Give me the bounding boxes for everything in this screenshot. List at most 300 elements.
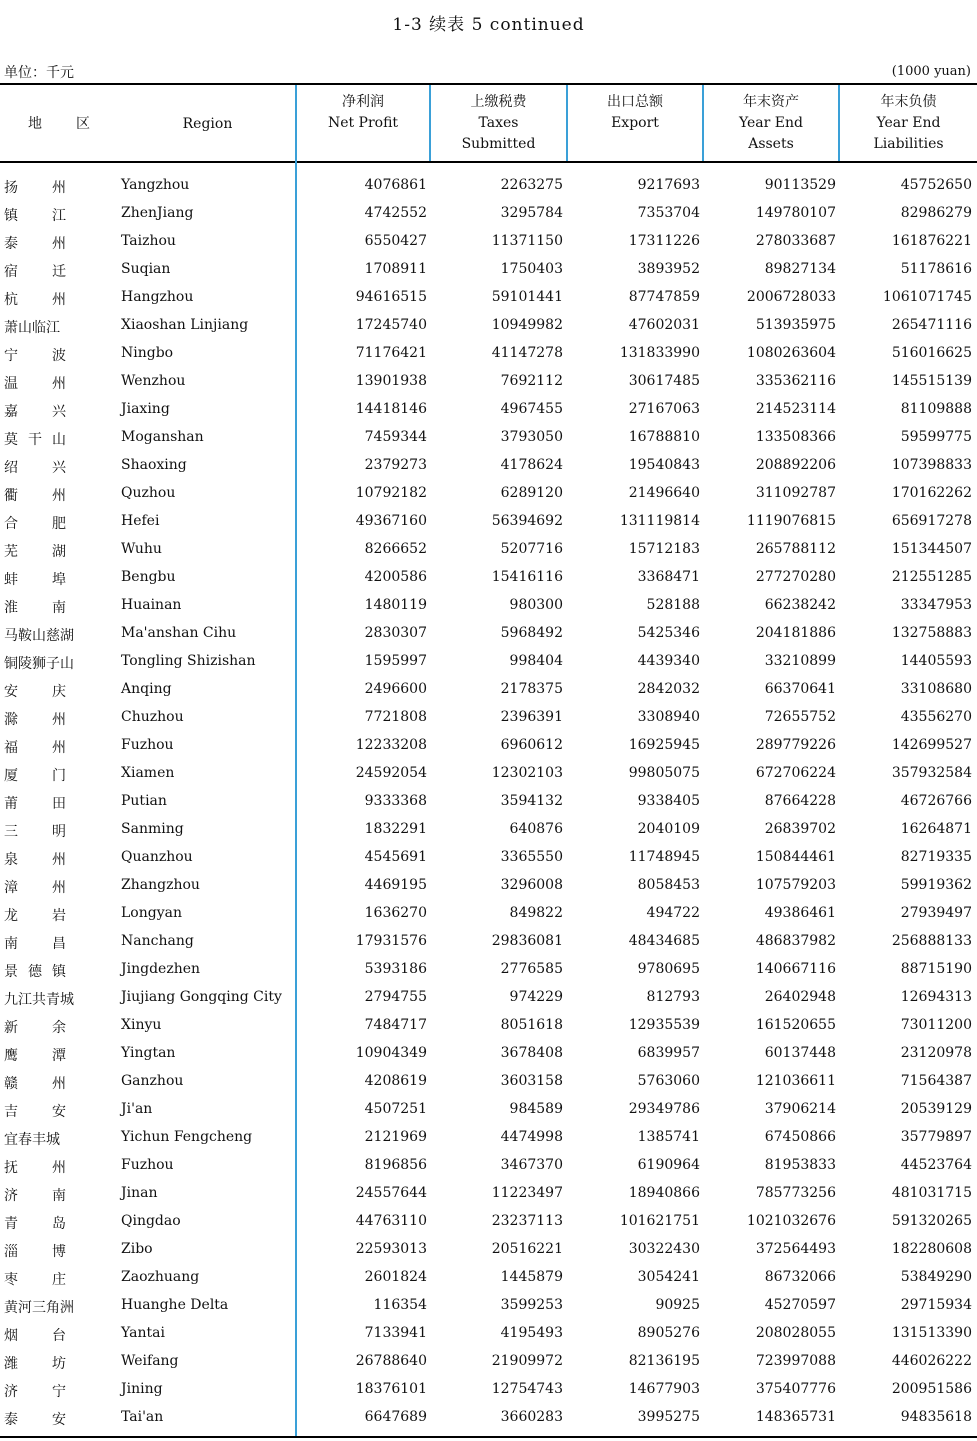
- liabilities-cell: 107398833: [891, 457, 972, 473]
- table-row: [0, 229, 977, 257]
- assets-cell: 66238242: [764, 597, 836, 613]
- liabilities-cell: 23120978: [900, 1045, 972, 1061]
- table-row: [0, 1405, 977, 1433]
- net-profit-cell: 22593013: [355, 1241, 427, 1257]
- region-name-cn: 滁州: [4, 712, 100, 728]
- export-cell: 15712183: [628, 541, 700, 557]
- liabilities-cell: 182280608: [891, 1241, 972, 1257]
- assets-cell: 60137448: [764, 1045, 836, 1061]
- taxes-cell: 4474998: [500, 1129, 563, 1145]
- liabilities-cell: 145515139: [891, 373, 972, 389]
- net-profit-cell: 1595997: [364, 653, 427, 669]
- net-profit-cell: 2496600: [364, 681, 427, 697]
- table-row: [0, 593, 977, 621]
- assets-cell: 90113529: [764, 177, 836, 193]
- net-profit-cell: 49367160: [355, 513, 427, 529]
- taxes-cell: 23237113: [491, 1213, 563, 1229]
- taxes-cell: 849822: [509, 905, 563, 921]
- net-profit-cell: 1636270: [364, 905, 427, 921]
- taxes-cell: 1445879: [500, 1269, 563, 1285]
- net-profit-cell: 6647689: [364, 1409, 427, 1425]
- taxes-cell: 4195493: [500, 1325, 563, 1341]
- liabilities-cell: 33347953: [900, 597, 972, 613]
- liabilities-cell: 51178616: [900, 261, 972, 277]
- region-name-cn: 宜春丰城: [4, 1132, 60, 1148]
- header-en: Net Profit: [327, 115, 399, 131]
- table-row: [0, 817, 977, 845]
- taxes-cell: 2776585: [500, 961, 563, 977]
- export-cell: 3368471: [637, 569, 700, 585]
- net-profit-cell: 2830307: [364, 625, 427, 641]
- taxes-cell: 1750403: [500, 261, 563, 277]
- region-name-en: Jingdezhen: [121, 961, 201, 977]
- export-cell: 30617485: [628, 373, 700, 389]
- export-cell: 9217693: [637, 177, 700, 193]
- net-profit-cell: 1832291: [364, 821, 427, 837]
- table-row: [0, 1321, 977, 1349]
- taxes-cell: 6289120: [500, 485, 563, 501]
- liabilities-cell: 1061071745: [882, 289, 972, 305]
- taxes-cell: 6960612: [500, 737, 563, 753]
- table-row: [0, 1265, 977, 1293]
- region-name-en: Putian: [121, 793, 167, 809]
- export-cell: 11748945: [628, 849, 700, 865]
- taxes-cell: 8051618: [500, 1017, 563, 1033]
- liabilities-cell: 20539129: [900, 1101, 972, 1117]
- liabilities-cell: 170162262: [891, 485, 972, 501]
- region-name-cn: 绍兴: [4, 460, 100, 476]
- net-profit-cell: 2121969: [364, 1129, 427, 1145]
- region-name-cn: 福州: [4, 740, 100, 756]
- header-bottom-rule: [0, 161, 977, 163]
- assets-cell: 208892206: [755, 457, 836, 473]
- export-cell: 4439340: [637, 653, 700, 669]
- net-profit-cell: 9333368: [364, 793, 427, 809]
- taxes-cell: 4967455: [500, 401, 563, 417]
- region-name-cn: 泰州: [4, 236, 100, 252]
- region-name-cn: 宿迁: [4, 264, 100, 280]
- region-name-en: Hefei: [121, 513, 160, 529]
- table-row: [0, 929, 977, 957]
- assets-cell: 107579203: [755, 877, 836, 893]
- liabilities-cell: 151344507: [891, 541, 972, 557]
- taxes-cell: 640876: [509, 821, 563, 837]
- table-row: [0, 1181, 977, 1209]
- table-row: [0, 173, 977, 201]
- region-name-en: Yichun Fengcheng: [121, 1129, 253, 1145]
- region-name-cn: 厦门: [4, 768, 100, 784]
- assets-cell: 87664228: [764, 793, 836, 809]
- liabilities-cell: 16264871: [900, 821, 972, 837]
- assets-cell: 45270597: [764, 1297, 836, 1313]
- assets-cell: 37906214: [764, 1101, 836, 1117]
- region-name-en: Fuzhou: [121, 1157, 174, 1173]
- liabilities-cell: 357932584: [891, 765, 972, 781]
- taxes-cell: 3295784: [500, 205, 563, 221]
- region-name-cn: 安庆: [4, 684, 100, 700]
- export-cell: 3893952: [637, 261, 700, 277]
- taxes-cell: 984589: [509, 1101, 563, 1117]
- taxes-cell: 15416116: [491, 569, 563, 585]
- assets-cell: 289779226: [755, 737, 836, 753]
- table-row: [0, 1237, 977, 1265]
- table-top-rule: [0, 83, 977, 85]
- liabilities-cell: 12694313: [900, 989, 972, 1005]
- assets-cell: 513935975: [755, 317, 836, 333]
- region-name-en: Suqian: [121, 261, 171, 277]
- table-row: [0, 313, 977, 341]
- taxes-cell: 11371150: [491, 233, 563, 249]
- taxes-cell: 3678408: [500, 1045, 563, 1061]
- export-cell: 18940866: [628, 1185, 700, 1201]
- export-cell: 8905276: [637, 1325, 700, 1341]
- assets-cell: 26839702: [764, 821, 836, 837]
- table-row: [0, 1097, 977, 1125]
- assets-cell: 89827134: [764, 261, 836, 277]
- assets-cell: 723997088: [755, 1353, 836, 1369]
- assets-cell: 67450866: [764, 1129, 836, 1145]
- taxes-cell: 2263275: [500, 177, 563, 193]
- assets-cell: 785773256: [755, 1185, 836, 1201]
- net-profit-cell: 1480119: [364, 597, 427, 613]
- header-en: Assets: [748, 136, 794, 152]
- net-profit-cell: 2794755: [364, 989, 427, 1005]
- region-name-en: Zhangzhou: [121, 877, 200, 893]
- net-profit-cell: 5393186: [364, 961, 427, 977]
- net-profit-cell: 24592054: [355, 765, 427, 781]
- liabilities-cell: 45752650: [900, 177, 972, 193]
- table-row: [0, 565, 977, 593]
- liabilities-cell: 29715934: [900, 1297, 972, 1313]
- taxes-cell: 20516221: [491, 1241, 563, 1257]
- assets-cell: 133508366: [755, 429, 836, 445]
- header-net-profit: [297, 92, 429, 134]
- region-name-cn: 宁波: [4, 348, 100, 364]
- table-row: [0, 761, 977, 789]
- export-cell: 82136195: [628, 1353, 700, 1369]
- region-name-en: Quanzhou: [121, 849, 193, 865]
- region-name-cn: 济南: [4, 1188, 100, 1204]
- export-cell: 3054241: [637, 1269, 700, 1285]
- export-cell: 5425346: [637, 625, 700, 641]
- liabilities-cell: 481031715: [891, 1185, 972, 1201]
- export-cell: 99805075: [628, 765, 700, 781]
- net-profit-cell: 10792182: [355, 485, 427, 501]
- table-row: [0, 257, 977, 285]
- net-profit-cell: 2601824: [364, 1269, 427, 1285]
- liabilities-cell: 59919362: [900, 877, 972, 893]
- taxes-cell: 5968492: [500, 625, 563, 641]
- region-name-cn: 淮南: [4, 600, 100, 616]
- export-cell: 14677903: [628, 1381, 700, 1397]
- region-name-en: Zibo: [121, 1241, 153, 1257]
- table-row: [0, 985, 977, 1013]
- assets-cell: 375407776: [755, 1381, 836, 1397]
- assets-cell: 486837982: [755, 933, 836, 949]
- region-name-cn: 济宁: [4, 1384, 100, 1400]
- header-taxes: [431, 92, 566, 155]
- table-row: [0, 957, 977, 985]
- table-row: [0, 537, 977, 565]
- region-name-cn: 枣庄: [4, 1272, 100, 1288]
- region-name-cn: 黄河三角洲: [4, 1300, 74, 1316]
- liabilities-cell: 43556270: [900, 709, 972, 725]
- export-cell: 8058453: [637, 877, 700, 893]
- net-profit-cell: 8266652: [364, 541, 427, 557]
- assets-cell: 311092787: [755, 485, 836, 501]
- liabilities-cell: 212551285: [891, 569, 972, 585]
- table-row: [0, 1293, 977, 1321]
- header-liabilities: [840, 92, 977, 155]
- table-body: [0, 173, 977, 1433]
- taxes-cell: 3603158: [500, 1073, 563, 1089]
- taxes-cell: 3467370: [500, 1157, 563, 1173]
- taxes-cell: 56394692: [491, 513, 563, 529]
- region-name-cn: 三明: [4, 824, 100, 840]
- table-row: [0, 1153, 977, 1181]
- region-name-cn: 赣州: [4, 1076, 100, 1092]
- region-name-cn: 青岛: [4, 1216, 100, 1232]
- liabilities-cell: 73011200: [900, 1017, 972, 1033]
- liabilities-cell: 656917278: [891, 513, 972, 529]
- unit-label-en: (1000 yuan): [891, 64, 971, 79]
- taxes-cell: 5207716: [500, 541, 563, 557]
- region-name-en: Tongling Shizishan: [121, 653, 256, 669]
- region-name-cn: 泰安: [4, 1412, 100, 1428]
- liabilities-cell: 256888133: [891, 933, 972, 949]
- region-name-cn: 嘉兴: [4, 404, 100, 420]
- export-cell: 21496640: [628, 485, 700, 501]
- export-cell: 3995275: [637, 1409, 700, 1425]
- table-row: [0, 1069, 977, 1097]
- region-name-en: Wuhu: [121, 541, 162, 557]
- taxes-cell: 2396391: [500, 709, 563, 725]
- net-profit-cell: 10904349: [355, 1045, 427, 1061]
- region-name-en: Quzhou: [121, 485, 176, 501]
- region-name-en: Jining: [121, 1381, 163, 1397]
- assets-cell: 140667116: [755, 961, 836, 977]
- net-profit-cell: 18376101: [355, 1381, 427, 1397]
- page-title: 1-3 续表 5 continued: [392, 15, 585, 35]
- taxes-cell: 41147278: [491, 345, 563, 361]
- export-cell: 2040109: [637, 821, 700, 837]
- export-cell: 5763060: [637, 1073, 700, 1089]
- table-row: [0, 425, 977, 453]
- assets-cell: 33210899: [764, 653, 836, 669]
- table-row: [0, 1013, 977, 1041]
- assets-cell: 214523114: [755, 401, 836, 417]
- export-cell: 16925945: [628, 737, 700, 753]
- export-cell: 812793: [646, 989, 700, 1005]
- export-cell: 27167063: [628, 401, 700, 417]
- assets-cell: 81953833: [764, 1157, 836, 1173]
- region-name-en: Yangzhou: [121, 177, 190, 193]
- table-row: [0, 705, 977, 733]
- table-row: [0, 677, 977, 705]
- liabilities-cell: 35779897: [900, 1129, 972, 1145]
- assets-cell: 2006728033: [746, 289, 836, 305]
- table-row: [0, 285, 977, 313]
- table-row: [0, 873, 977, 901]
- region-name-en: Sanming: [121, 821, 184, 837]
- assets-cell: 265788112: [755, 541, 836, 557]
- export-cell: 6190964: [637, 1157, 700, 1173]
- liabilities-cell: 46726766: [900, 793, 972, 809]
- table-bottom-rule: [0, 1436, 977, 1438]
- net-profit-cell: 4545691: [364, 849, 427, 865]
- header-en: Year End: [876, 115, 941, 131]
- net-profit-cell: 4200586: [364, 569, 427, 585]
- header-export: [568, 92, 702, 134]
- net-profit-cell: 116354: [373, 1297, 427, 1313]
- header-en: Export: [611, 115, 659, 131]
- export-cell: 101621751: [619, 1213, 700, 1229]
- region-name-en: Yantai: [121, 1325, 165, 1341]
- net-profit-cell: 24557644: [355, 1185, 427, 1201]
- export-cell: 6839957: [637, 1045, 700, 1061]
- region-name-en: Anqing: [121, 681, 172, 697]
- export-cell: 2842032: [637, 681, 700, 697]
- table-row: [0, 341, 977, 369]
- region-name-cn: 铜陵狮子山: [4, 656, 74, 672]
- taxes-cell: 3599253: [500, 1297, 563, 1313]
- net-profit-cell: 7721808: [364, 709, 427, 725]
- region-name-cn: 温州: [4, 376, 100, 392]
- net-profit-cell: 94616515: [355, 289, 427, 305]
- region-name-cn: 杭州: [4, 292, 100, 308]
- assets-cell: 277270280: [755, 569, 836, 585]
- assets-cell: 49386461: [764, 905, 836, 921]
- assets-cell: 1021032676: [746, 1213, 836, 1229]
- assets-cell: 335362116: [755, 373, 836, 389]
- net-profit-cell: 14418146: [355, 401, 427, 417]
- region-name-cn: 南昌: [4, 936, 100, 952]
- region-name-en: Qingdao: [121, 1213, 181, 1229]
- net-profit-cell: 4742552: [364, 205, 427, 221]
- net-profit-cell: 7484717: [364, 1017, 427, 1033]
- region-name-cn: 龙岩: [4, 908, 100, 924]
- region-name-en: Jiaxing: [121, 401, 170, 417]
- liabilities-cell: 81109888: [900, 401, 972, 417]
- net-profit-cell: 6550427: [364, 233, 427, 249]
- net-profit-cell: 13901938: [355, 373, 427, 389]
- region-name-cn: 潍坊: [4, 1356, 100, 1372]
- assets-cell: 208028055: [755, 1325, 836, 1341]
- header-cn: 上缴税费: [470, 94, 527, 110]
- liabilities-cell: 142699527: [891, 737, 972, 753]
- taxes-cell: 59101441: [491, 289, 563, 305]
- region-name-en: Ganzhou: [121, 1073, 184, 1089]
- table-row: [0, 453, 977, 481]
- table-row: [0, 845, 977, 873]
- taxes-cell: 3296008: [500, 877, 563, 893]
- region-name-en: Fuzhou: [121, 737, 174, 753]
- liabilities-cell: 94835618: [900, 1409, 972, 1425]
- header-en: Taxes: [478, 115, 519, 131]
- export-cell: 47602031: [628, 317, 700, 333]
- net-profit-cell: 4469195: [364, 877, 427, 893]
- liabilities-cell: 59599775: [900, 429, 972, 445]
- region-name-en: Xiamen: [121, 765, 175, 781]
- table-row: [0, 369, 977, 397]
- net-profit-cell: 71176421: [355, 345, 427, 361]
- table-row: [0, 733, 977, 761]
- table-row: [0, 901, 977, 929]
- net-profit-cell: 4208619: [364, 1073, 427, 1089]
- liabilities-cell: 446026222: [891, 1353, 972, 1369]
- export-cell: 1385741: [637, 1129, 700, 1145]
- region-name-en: Jiujiang Gongqing City: [121, 989, 282, 1005]
- region-name-cn: 衢州: [4, 488, 100, 504]
- net-profit-cell: 4507251: [364, 1101, 427, 1117]
- region-name-en: Weifang: [121, 1353, 179, 1369]
- export-cell: 19540843: [628, 457, 700, 473]
- header-en: Liabilities: [873, 136, 944, 152]
- region-name-en: Zaozhuang: [121, 1269, 200, 1285]
- table-row: [0, 1377, 977, 1405]
- liabilities-cell: 591320265: [891, 1213, 972, 1229]
- assets-cell: 1080263604: [746, 345, 836, 361]
- net-profit-cell: 17931576: [355, 933, 427, 949]
- export-cell: 131833990: [619, 345, 700, 361]
- region-name-en: Huanghe Delta: [121, 1297, 229, 1313]
- liabilities-cell: 53849290: [900, 1269, 972, 1285]
- export-cell: 528188: [646, 597, 700, 613]
- liabilities-cell: 132758883: [891, 625, 972, 641]
- export-cell: 87747859: [628, 289, 700, 305]
- net-profit-cell: 12233208: [355, 737, 427, 753]
- taxes-cell: 3594132: [500, 793, 563, 809]
- table-row: [0, 201, 977, 229]
- region-name-cn: 吉安: [4, 1104, 100, 1120]
- liabilities-cell: 27939497: [900, 905, 972, 921]
- assets-cell: 26402948: [764, 989, 836, 1005]
- export-cell: 494722: [646, 905, 700, 921]
- taxes-cell: 980300: [509, 597, 563, 613]
- assets-cell: 372564493: [755, 1241, 836, 1257]
- region-name-en: Nanchang: [121, 933, 194, 949]
- taxes-cell: 3365550: [500, 849, 563, 865]
- region-name-en: Ji'an: [121, 1101, 153, 1117]
- region-name-cn: 新余: [4, 1020, 100, 1036]
- header-en: Year End: [739, 115, 803, 131]
- table-row: [0, 789, 977, 817]
- region-name-cn: 莆田: [4, 796, 100, 812]
- taxes-cell: 12754743: [491, 1381, 563, 1397]
- table-row: [0, 1041, 977, 1069]
- header-cn: 年末负债: [880, 94, 937, 110]
- net-profit-cell: 44763110: [355, 1213, 427, 1229]
- net-profit-cell: 4076861: [364, 177, 427, 193]
- liabilities-cell: 71564387: [900, 1073, 972, 1089]
- header-en: Submitted: [461, 136, 536, 152]
- region-name-en: Ningbo: [121, 345, 174, 361]
- assets-cell: 204181886: [755, 625, 836, 641]
- taxes-cell: 3660283: [500, 1409, 563, 1425]
- assets-cell: 278033687: [755, 233, 836, 249]
- liabilities-cell: 33108680: [900, 681, 972, 697]
- assets-cell: 672706224: [755, 765, 836, 781]
- region-name-cn: 莫干山: [4, 432, 76, 448]
- taxes-cell: 4178624: [500, 457, 563, 473]
- export-cell: 9780695: [637, 961, 700, 977]
- export-cell: 7353704: [637, 205, 700, 221]
- net-profit-cell: 7459344: [364, 429, 427, 445]
- region-name-en: Jinan: [121, 1185, 158, 1201]
- taxes-cell: 12302103: [491, 765, 563, 781]
- taxes-cell: 11223497: [491, 1185, 563, 1201]
- net-profit-cell: 1708911: [364, 261, 427, 277]
